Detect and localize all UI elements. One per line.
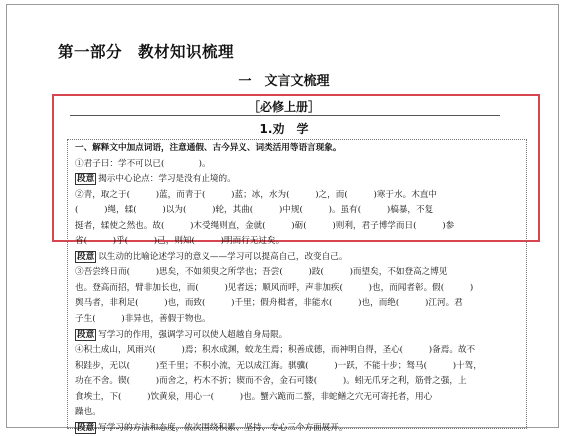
line-text: 功在不舍。锲( )而舍之，朽木不折；锲而不舍，金石可镂( )。蚓无爪牙之利，筋骨之强，上: [75, 376, 467, 387]
book-title-rule: [70, 115, 500, 116]
text-line: [75, 219, 525, 235]
text-line: [75, 141, 525, 157]
text-line: [75, 359, 525, 375]
line-text: 写学习的方法和态度，依次围绕积累、坚持、专心三个方面展开。: [98, 422, 348, 433]
line-text: 躁也。: [75, 407, 101, 418]
line-text: 以生动的比喻论述学习的意义——学习可以提高自己，改变自己。: [98, 251, 348, 262]
line-text: 一、解释文中加点词语，注意通假、古今异义、词类活用等语言现象。: [75, 143, 342, 153]
text-line: [75, 296, 525, 312]
text-line: [75, 390, 525, 406]
line-text: ②青，取之于( )蓝，而青于( )蓝；冰，水为( )之，而( )寒于水。木直中: [75, 189, 437, 200]
line-text: 写学习的作用，强调学习可以使人超越自身局限。: [98, 329, 288, 340]
text-line: [75, 234, 525, 250]
line-text: 子生( )非异也，善假于物也。: [75, 314, 211, 325]
text-line: [75, 203, 525, 219]
line-text: 食埃土，下( )饮黄泉，用心一( )也。蟹六跪而二螯，非蛇鳝之穴无可寄托者，用心: [75, 391, 433, 402]
line-text: 揭示中心论点：学习是没有止境的。: [98, 174, 236, 185]
paragraph-summary-line: [75, 328, 525, 344]
line-text: 挺者，𫐓使之然也。故( )木受绳则直，金就( )砺( )则利，君子博学而日( )参: [75, 220, 455, 231]
paragraph-summary-tag: 段意: [77, 251, 95, 262]
text-line: [75, 374, 525, 390]
paragraph-summary-line: [75, 250, 525, 266]
line-text: ③吾尝终日而( )思矣，不如须臾之所学也；吾尝( )跂( )而望矣，不如登高之博见: [75, 267, 448, 278]
paragraph-summary-line: [75, 172, 525, 188]
line-text: 省( )乎( )己，则知( )明而行无过矣。: [75, 236, 285, 247]
part-title: 第一部分 教材知识梳理: [58, 43, 235, 61]
text-line: [75, 188, 525, 204]
text-line: [75, 343, 525, 359]
lesson-title: 1.劝 学: [259, 122, 309, 136]
book-title-text: ［必修上册］: [247, 100, 320, 114]
exercise-text: [75, 141, 525, 436]
section-title: 一 文言文梳理: [238, 74, 330, 89]
paragraph-summary-tag: 段意: [77, 174, 95, 185]
line-text: 积跬步，无以( )至千里；不积小流，无以成江海。骐骥( )一跃，不能十步；驽马( )十驾，: [75, 360, 482, 371]
text-line: [75, 157, 525, 173]
text-line: [75, 312, 525, 328]
text-line: [75, 265, 525, 281]
paragraph-summary-tag: 段意: [77, 329, 95, 340]
line-text: 也。登高而招，臂非加长也，而( )见者远；顺风而呼，声非加疾( )也，而闻者彰。假( ): [75, 282, 474, 293]
line-text: 舆马者，非利足( )也，而致( )千里；假舟楫者，非能水( )也，而绝( )江河。君: [75, 298, 463, 309]
line-text: ①君子曰：学不可以已( )。: [75, 158, 211, 169]
line-text: ④积土成山，风雨兴( )焉；积水成渊，蛟龙生焉；积善成德，而神明自得，圣心( )备焉。故不: [75, 345, 476, 356]
text-line: [75, 281, 525, 297]
paragraph-summary-tag: 段意: [77, 422, 95, 433]
book-title: [0, 98, 568, 115]
line-text: ( )绳，𫐓( )以为( )轮，其曲( )中规( )。虽有( )槁暴，不复: [75, 205, 434, 216]
paragraph-summary-line: [75, 421, 525, 436]
text-line: [75, 405, 525, 421]
